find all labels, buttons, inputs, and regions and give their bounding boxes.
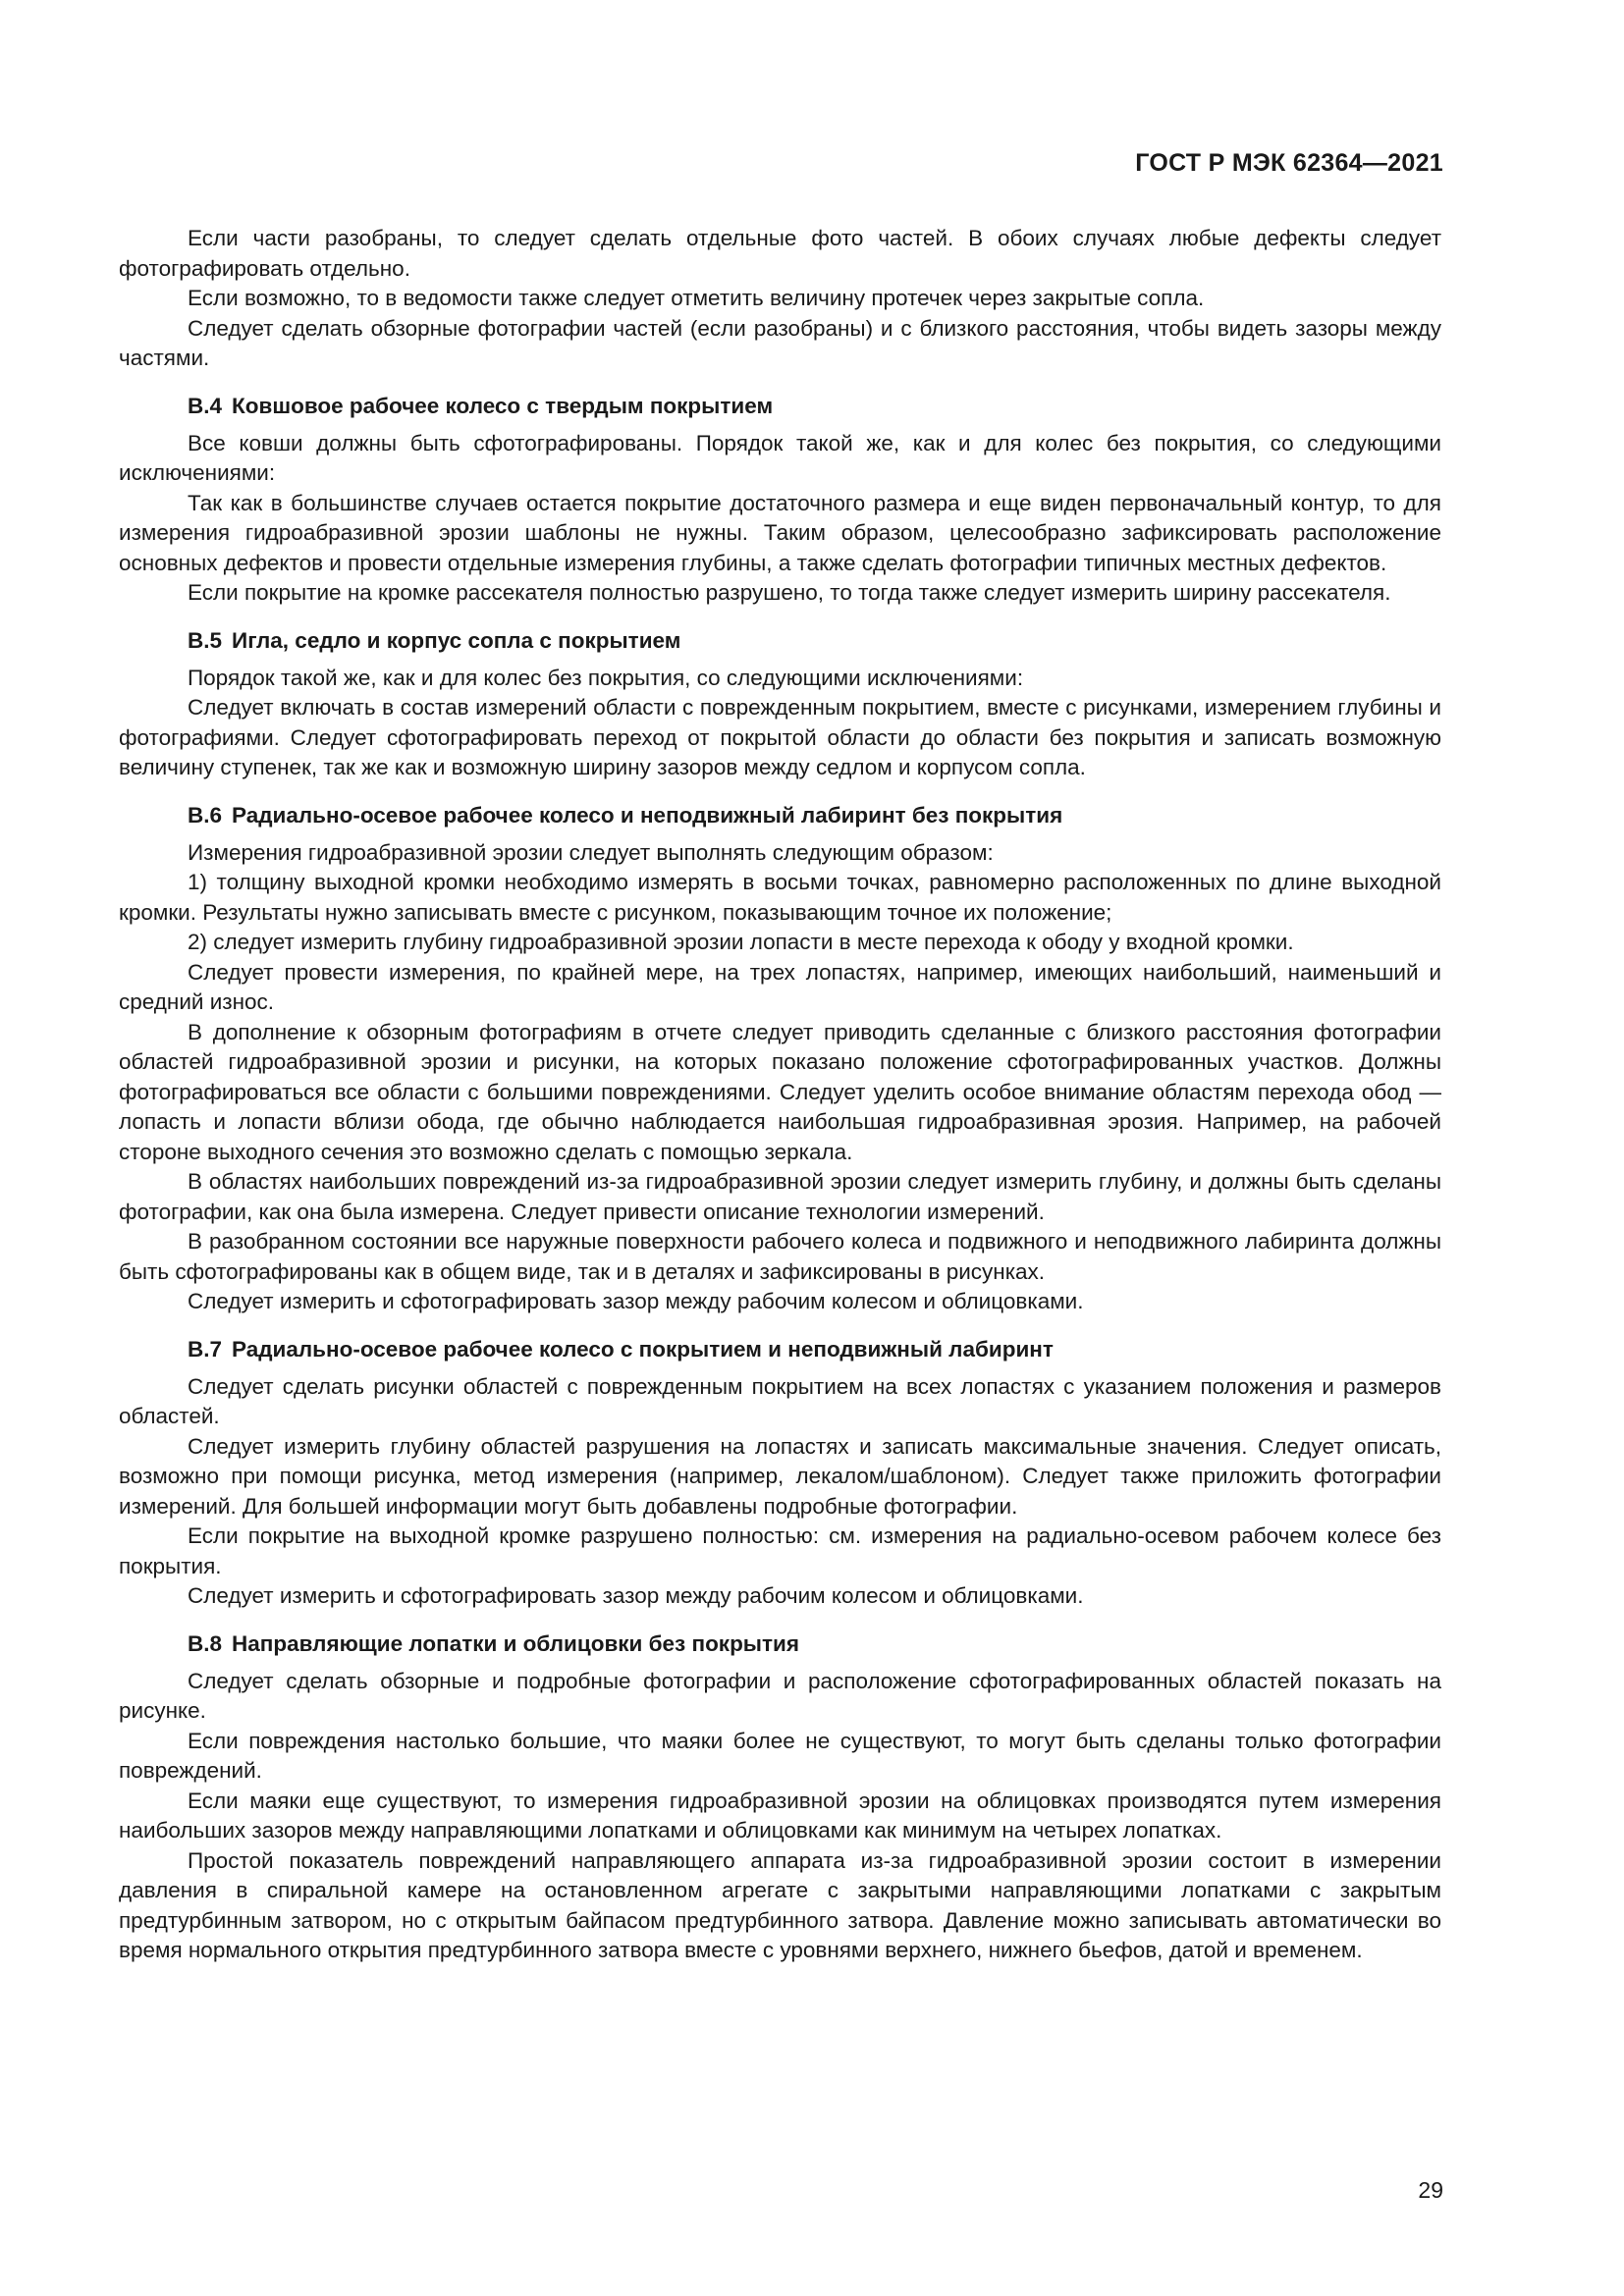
- paragraph: Если покрытие на кромке рассекателя полностью разрушено, то тогда также следует измерить ширину рассекателя.: [188, 580, 1391, 605]
- section-b8: [119, 1629, 1441, 1966]
- paragraph: В областях наибольших повреждений из-за гидроабразивной эрозии следует измерить глубину, и должны быть сделаны фотографии, как она была измерена. Следует привести описание технологии измерений.: [119, 1169, 1441, 1224]
- paragraph: Если повреждения настолько большие, что маяки более не существуют, то могут быть сделаны только фотографии повреждений.: [119, 1728, 1441, 1783]
- section-b5: [119, 626, 1441, 783]
- section-b6: [119, 801, 1441, 1317]
- paragraph: Следует сделать рисунки областей с поврежденным покрытием на всех лопастях с указанием положения и размеров областей.: [119, 1373, 1441, 1428]
- section-b4: [119, 392, 1441, 609]
- section-title: Ковшовое рабочее колесо с твердым покрытием: [232, 393, 774, 418]
- paragraph: Так как в большинстве случаев остается покрытие достаточного размера и еще виден первоначальный контур, то для измерения гидроабразивной эрозии шаблоны не нужны. Таким образом, целесообразно зафиксировать расположение основных дефектов и провести отдельные измерения глубины, а также сделать фотографии типичных местных дефектов.: [119, 490, 1441, 575]
- section-heading: [119, 801, 1441, 830]
- paragraph: В разобранном состоянии все наружные поверхности рабочего колеса и подвижного и неподвижного лабиринта должны быть сфотографированы как в общем виде, так и в деталях и зафиксированы в рисунках.: [119, 1229, 1441, 1284]
- paragraph: Следует провести измерения, по крайней мере, на трех лопастях, например, имеющих наибольший, наименьший и средний износ.: [119, 959, 1441, 1014]
- paragraph: Следует сделать обзорные и подробные фотографии и расположение сфотографированных областей показать на рисунке.: [119, 1668, 1441, 1723]
- section-number: В.7: [188, 1336, 223, 1362]
- list-item: 1) толщину выходной кромки необходимо измерять в восьми точках, равномерно расположенных по длине выходной кромки. Результаты нужно записывать вместе с рисунком, показывающим точное их положение;: [119, 870, 1441, 925]
- paragraph: Если части разобраны, то следует сделать отдельные фото частей. В обоих случаях любые дефекты следует фотографировать отдельно.: [119, 226, 1441, 281]
- intro-block: [119, 224, 1441, 374]
- document-id-header: ГОСТ Р МЭК 62364—2021: [1135, 149, 1443, 177]
- section-title: Направляющие лопатки и облицовки без покрытия: [232, 1630, 800, 1656]
- paragraph: Следует измерить и сфотографировать зазор между рабочим колесом и облицовками.: [188, 1583, 1084, 1608]
- section-heading: [119, 1335, 1441, 1364]
- document-body: [119, 224, 1441, 1966]
- section-heading: [119, 392, 1441, 421]
- section-number: В.8: [188, 1630, 223, 1656]
- paragraph: Все ковши должны быть сфотографированы. Порядок такой же, как и для колес без покрытия, со следующими исключениями:: [119, 430, 1441, 485]
- paragraph: Если маяки еще существуют, то измерения гидроабразивной эрозии на облицовках производятся путем измерения наибольших зазоров между направляющими лопатками и облицовками как минимум на четырех лопатках.: [119, 1788, 1441, 1842]
- paragraph: Простой показатель повреждений направляющего аппарата из-за гидроабразивной эрозии состоит в измерении давления в спиральной камере на остановленном агрегате с закрытыми направляющими лопатками с закрытым предтурбинным затвором, но с открытым байпасом предтурбинного затвора. Давление можно записывать автоматически во время нормального открытия предтурбинного затвора вместе с уровнями верхнего, нижнего бьефов, датой и временем.: [119, 1847, 1441, 1962]
- section-number: В.4: [188, 393, 223, 418]
- list-item: 2) следует измерить глубину гидроабразивной эрозии лопасти в месте перехода к ободу у входной кромки.: [188, 930, 1294, 954]
- paragraph: Следует включать в состав измерений области с поврежденным покрытием, вместе с рисунками, измерением глубины и фотографиями. Следует сфотографировать переход от покрытой области до области без покрытия и записать возможную величину ступенек, так же как и возможную ширину зазоров между седлом и корпусом сопла.: [119, 695, 1441, 779]
- page-number: 29: [1418, 2177, 1443, 2203]
- section-title: Игла, седло и корпус сопла с покрытием: [232, 627, 681, 653]
- section-title: Радиально-осевое рабочее колесо и неподвижный лабиринт без покрытия: [232, 802, 1063, 828]
- paragraph: Если покрытие на выходной кромке разрушено полностью: см. измерения на радиально-осевом рабочем колесе без покрытия.: [119, 1523, 1441, 1578]
- paragraph: Следует сделать обзорные фотографии частей (если разобраны) и с близкого расстояния, чтобы видеть зазоры между частями.: [119, 315, 1441, 370]
- paragraph: Если возможно, то в ведомости также следует отметить величину протечек через закрытые сопла.: [188, 286, 1205, 310]
- section-number: В.5: [188, 627, 223, 653]
- section-heading: [119, 1629, 1441, 1659]
- paragraph: Следует измерить и сфотографировать зазор между рабочим колесом и облицовками.: [188, 1289, 1084, 1313]
- section-title: Радиально-осевое рабочее колесо с покрытием и неподвижный лабиринт: [232, 1336, 1054, 1362]
- section-heading: [119, 626, 1441, 656]
- paragraph: Измерения гидроабразивной эрозии следует выполнять следующим образом:: [188, 839, 994, 865]
- paragraph: Порядок такой же, как и для колес без покрытия, со следующими исключениями:: [188, 665, 1024, 690]
- section-b7: [119, 1335, 1441, 1612]
- section-number: В.6: [188, 802, 223, 828]
- paragraph: В дополнение к обзорным фотографиям в отчете следует приводить сделанные с близкого расстояния фотографии областей гидроабразивной эрозии и рисунки, на которых показано положение сфотографированных участков. Должны фотографироваться все области с большими повреждениями. Следует уделить особое внимание областям перехода обод — лопасть и лопасти вблизи обода, где обычно наблюдается наибольшая гидроабразивная эрозия. Например, на рабочей стороне выходного сечения это возможно сделать с помощью зеркала.: [119, 1019, 1441, 1164]
- paragraph: Следует измерить глубину областей разрушения на лопастях и записать максимальные значения. Следует описать, возможно при помощи рисунка, метод измерения (например, лекалом/шаблоном). Следует также приложить фотографии измерений. Для большей информации могут быть добавлены подробные фотографии.: [119, 1433, 1441, 1519]
